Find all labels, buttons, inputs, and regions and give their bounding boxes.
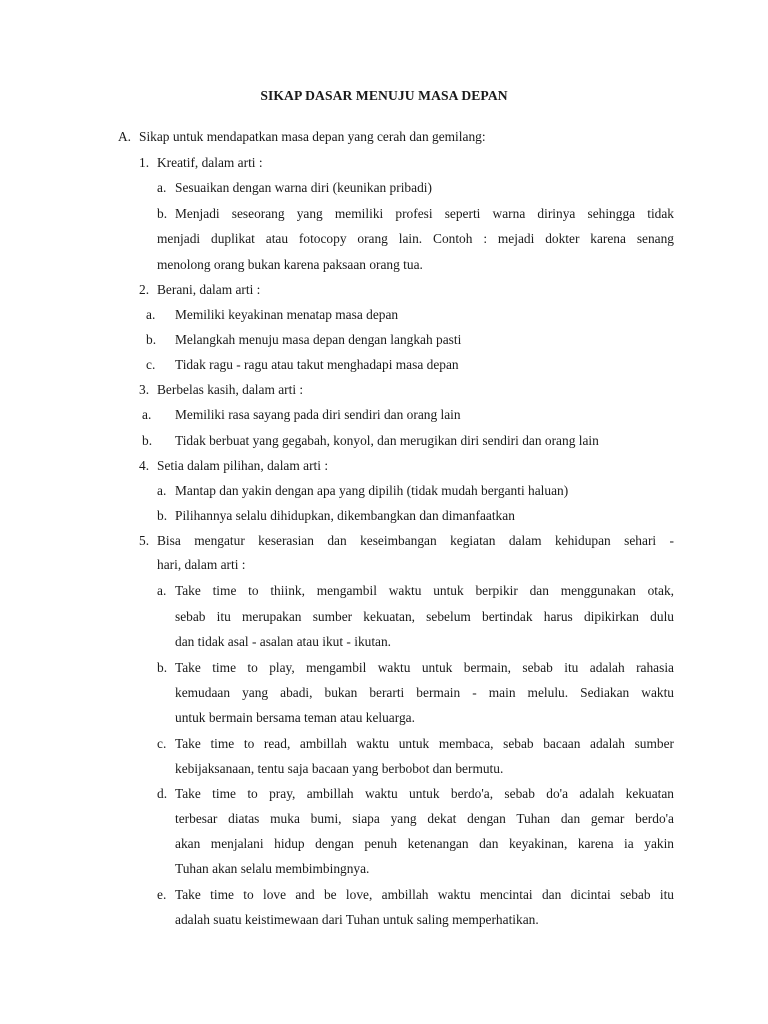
list-item-heading: Berbelas kasih, dalam arti : bbox=[157, 382, 304, 397]
sub-item-text: Sesuaikan dengan warna diri (keunikan pribadi) bbox=[175, 180, 432, 195]
sub-marker: d. bbox=[157, 786, 168, 801]
sub-item-text: Memiliki keyakinan menatap masa depan bbox=[175, 307, 399, 322]
sub-marker: c. bbox=[157, 736, 167, 751]
sub-item-text: Take time to play, mengambil waktu untuk bermain, sebab itu adalah rahasia bbox=[175, 660, 674, 675]
sub-item-text: menjadi duplikat atau fotocopy orang lain. Contoh : mejadi dokter karena senang bbox=[157, 231, 674, 246]
sub-item-text: Melangkah menuju masa depan dengan langkah pasti bbox=[175, 332, 462, 347]
sub-marker: c. bbox=[146, 357, 156, 372]
sub-marker: b. bbox=[157, 206, 168, 221]
sub-item-text: Pilihannya selalu dihidupkan, dikembangkan dan dimanfaatkan bbox=[175, 508, 515, 523]
sub-marker: b. bbox=[146, 332, 157, 347]
list-marker: 1. bbox=[139, 155, 150, 170]
sub-item-text: kemudaan yang abadi, bukan berarti bermain - main melulu. Sediakan waktu bbox=[175, 685, 674, 700]
sub-item-text: Memiliki rasa sayang pada diri sendiri dan orang lain bbox=[175, 407, 461, 422]
sub-item-text: untuk bermain bersama teman atau keluarga. bbox=[175, 710, 415, 725]
sub-item-text: Take time to read, ambillah waktu untuk membaca, sebab bacaan adalah sumber bbox=[175, 736, 674, 751]
list-marker: 5. bbox=[139, 533, 150, 548]
sub-item-text: Take time to pray, ambillah waktu untuk berdo'a, sebab do'a adalah kekuatan bbox=[175, 786, 674, 801]
section-marker: A. bbox=[118, 129, 132, 144]
sub-marker: a. bbox=[157, 583, 167, 598]
sub-item-text: Tidak ragu - ragu atau takut menghadapi masa depan bbox=[175, 357, 459, 372]
list-item-heading: hari, dalam arti : bbox=[157, 557, 246, 572]
sub-marker: e. bbox=[157, 887, 167, 902]
sub-item-text: menolong orang bukan karena paksaan orang tua. bbox=[157, 257, 423, 272]
list-marker: 3. bbox=[139, 382, 150, 397]
list-item-heading: Kreatif, dalam arti : bbox=[157, 155, 263, 170]
sub-item-text: Mantap dan yakin dengan apa yang dipilih (tidak mudah berganti haluan) bbox=[175, 483, 569, 498]
list-marker: 4. bbox=[139, 458, 150, 473]
list-item-heading: Berani, dalam arti : bbox=[157, 282, 261, 297]
list-item-heading: Setia dalam pilihan, dalam arti : bbox=[157, 458, 329, 473]
sub-item-text: dan tidak asal - asalan atau ikut - ikutan. bbox=[175, 634, 392, 649]
page-title: SIKAP DASAR MENUJU MASA DEPAN bbox=[260, 88, 508, 103]
section-heading: Sikap untuk mendapatkan masa depan yang cerah dan gemilang: bbox=[139, 129, 486, 144]
sub-marker: b. bbox=[157, 508, 168, 523]
sub-marker: a. bbox=[146, 307, 156, 322]
sub-item-text: Tidak berbuat yang gegabah, konyol, dan merugikan diri sendiri dan orang lain bbox=[175, 433, 599, 448]
sub-item-text: Menjadi seseorang yang memiliki profesi seperti warna dirinya sehingga tidak bbox=[175, 206, 674, 221]
sub-item-text: akan menjalani hidup dengan penuh ketenangan dan keyakinan, karena ia yakin bbox=[175, 836, 674, 851]
list-marker: 2. bbox=[139, 282, 150, 297]
sub-marker: b. bbox=[157, 660, 168, 675]
sub-marker: a. bbox=[157, 483, 167, 498]
sub-item-text: adalah suatu keistimewaan dari Tuhan untuk saling memperhatikan. bbox=[175, 912, 539, 927]
list-item-heading: Bisa mengatur keserasian dan keseimbangan kegiatan dalam kehidupan sehari - bbox=[157, 533, 674, 548]
sub-item-text: Take time to thiink, mengambil waktu untuk berpikir dan menggunakan otak, bbox=[175, 583, 674, 598]
sub-item-text: Take time to love and be love, ambillah waktu mencintai dan dicintai sebab itu bbox=[175, 887, 674, 902]
sub-item-text: terbesar diatas muka bumi, siapa yang dekat dengan Tuhan dan gemar berdo'a bbox=[175, 811, 674, 826]
sub-marker: a. bbox=[142, 407, 152, 422]
sub-marker: b. bbox=[142, 433, 153, 448]
sub-item-text: sebab itu merupakan sumber kekuatan, sebelum bertindak harus dipikirkan dulu bbox=[175, 609, 674, 624]
sub-item-text: kebijaksanaan, tentu saja bacaan yang berbobot dan bermutu. bbox=[175, 761, 504, 776]
sub-item-text: Tuhan akan selalu membimbingnya. bbox=[175, 861, 370, 876]
sub-marker: a. bbox=[157, 180, 167, 195]
